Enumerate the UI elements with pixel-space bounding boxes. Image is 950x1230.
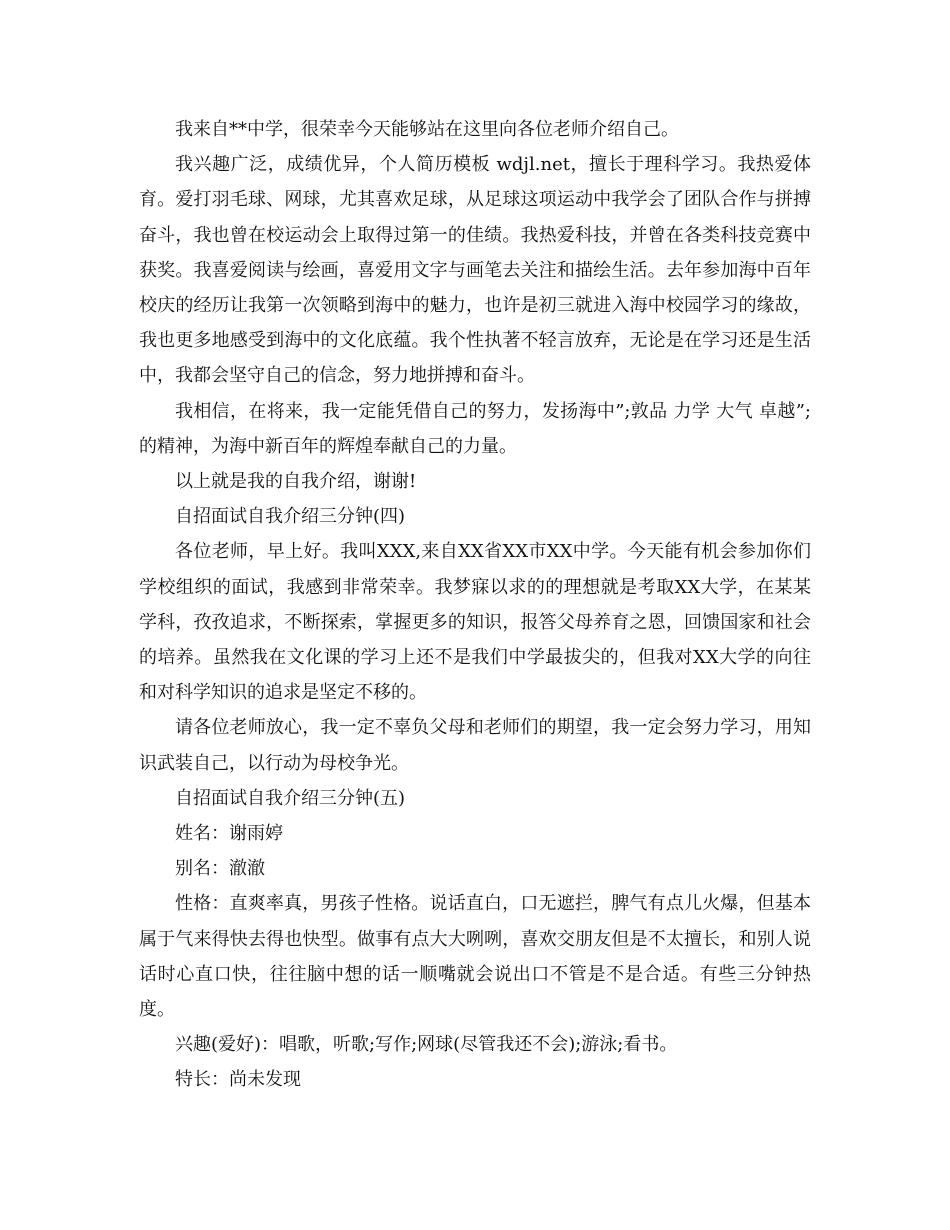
- paragraph-greeting: 各位老师，早上好。我叫XXX,来自XX省XX市XX中学。今天能有机会参加你们学校组织的面试，我感到非常荣幸。我梦寐以求的的理想就是考取XX大学，在某某学科，孜孜追求，不断探索，掌握更多的知识，报答父母养育之恩，回馈国家和社会的培养。虽然我在文化课的学习上还不是我们中学最拔尖的，但我对XX大学的向往和对科学知识的追求是坚定不移的。: [139, 541, 811, 704]
- paragraph-closing: 以上就是我的自我介绍，谢谢!: [175, 471, 417, 493]
- paragraph-interests: 我兴趣广泛，成绩优异，个人简历模板 wdjl.net，擅长于理科学习。我热爱体育。爱打羽毛球、网球，尤其喜欢足球，从足球这项运动中我学会了团队合作与拼搏奋斗，我也曾在校运动会上取得过第一的佳绩。我热爱科技，并曾在各类科技竞赛中获奖。我喜爱阅读与绘画，喜爱用文字与画笔去关注和描绘生活。去年参加海中百年校庆的经历让我第一次领略到海中的魅力，也许是初三就进入海中校园学习的缘故，我也更多地感受到海中的文化底蕴。我个性执著不轻言放弃，无论是在学习还是生活中，我都会坚守自己的信念，努力地拼搏和奋斗。: [139, 154, 811, 387]
- field-name: 姓名：谢雨婷: [175, 823, 283, 845]
- paragraph-intro: 我来自**中学，很荣幸今天能够站在这里向各位老师介绍自己。: [175, 119, 679, 140]
- field-hobbies: 兴趣(爱好)：唱歌，听歌;写作;网球(尽管我还不会);游泳;看书。: [175, 1034, 678, 1056]
- paragraph-belief: 我相信，在将来，我一定能凭借自己的努力，发扬海中”;敦品 力学 大气 卓越”;的精神，为海中新百年的辉煌奉献自己的力量。: [139, 400, 811, 457]
- document-body: [139, 112, 811, 1098]
- section-heading-four: 自招面试自我介绍三分钟(四): [175, 506, 406, 528]
- paragraph-promise: 请各位老师放心，我一定不辜负父母和老师们的期望，我一定会努力学习，用知识武装自己，以行动为母校争光。: [139, 717, 811, 774]
- field-personality: 性格：直爽率真，男孩子性格。说话直白，口无遮拦，脾气有点儿火爆，但基本属于气来得快去得也快型。做事有点大大咧咧，喜欢交朋友但是不太擅长，和别人说话时心直口快，往往脑中想的话一顺嘴就会说出口不管是不是合适。有些三分钟热度。: [139, 893, 811, 1021]
- section-heading-five: 自招面试自我介绍三分钟(五): [175, 787, 406, 809]
- field-alias: 别名：澈澈: [175, 858, 265, 880]
- field-specialty: 特长：尚未发现: [175, 1069, 301, 1091]
